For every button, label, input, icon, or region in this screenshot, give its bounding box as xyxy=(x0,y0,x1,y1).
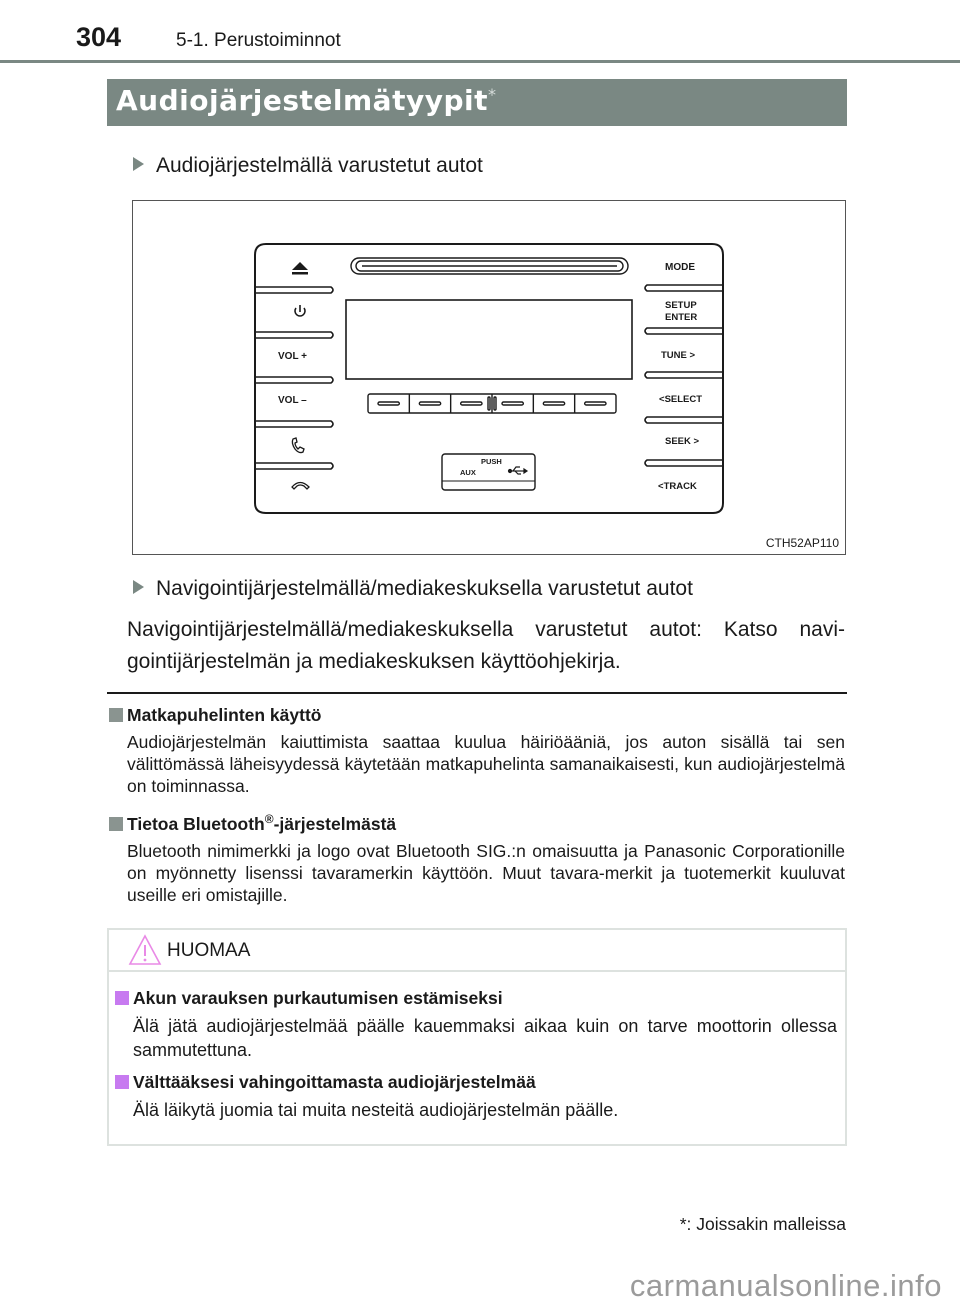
section-label: 5-1. Perustoiminnot xyxy=(176,30,341,51)
caution-item-heading-text: Akun varauksen purkautumisen estämiseksi xyxy=(133,988,503,1008)
push-label: PUSH xyxy=(481,457,502,466)
caution-item-heading xyxy=(115,1072,837,1093)
registered-mark: ® xyxy=(264,812,274,826)
track-button[interactable]: <TRACK xyxy=(658,481,697,492)
preset-button-6[interactable] xyxy=(585,402,606,405)
note-heading-suffix: -järjestelmästä xyxy=(273,813,397,834)
section-heading-audio xyxy=(133,154,483,178)
header-rule xyxy=(0,60,960,63)
caution-item xyxy=(115,1072,837,1122)
page-number: 304 xyxy=(76,22,122,52)
navigation-paragraph xyxy=(127,614,845,678)
audio-unit-illustration xyxy=(132,200,846,555)
caution-item-heading xyxy=(115,988,837,1009)
note-heading xyxy=(109,705,845,726)
caution-title: HUOMAA xyxy=(167,940,251,961)
preset-buttons xyxy=(368,394,616,413)
preset-button-3[interactable] xyxy=(461,402,482,405)
square-bullet-icon xyxy=(115,1075,129,1089)
vol-up-label[interactable]: VOL + xyxy=(278,351,308,362)
setup-label[interactable]: SETUP xyxy=(665,300,697,311)
usb-aux-port xyxy=(442,454,535,490)
caution-box xyxy=(107,928,847,1146)
section-heading-navigation xyxy=(133,577,693,601)
preset-button-5[interactable] xyxy=(543,402,564,405)
note-heading-prefix: Tietoa Bluetooth xyxy=(127,813,265,834)
note-heading-text: Matkapuhelinten käyttö xyxy=(127,705,322,725)
warning-triangle-icon xyxy=(128,934,162,966)
triangle-bullet-icon xyxy=(133,580,144,594)
display-screen xyxy=(346,300,632,379)
note-mobile-phones xyxy=(109,705,845,797)
footnote-text: : Joissakin malleissa xyxy=(686,1214,846,1234)
phone-icon xyxy=(292,438,304,453)
section-heading-navigation-text: Navigointijärjestelmällä/mediakeskuksella varustetut autot xyxy=(156,577,693,600)
preset-center-mark xyxy=(488,397,490,410)
note-body: Audiojärjestelmän kaiuttimista saattaa kuulua häiriöääniä, jos auton sisällä tai sen välittömässä läheisyydessä käytetään matkapuhelinta samanaikaisesti, kun audiojärjestelmä on toiminnassa. xyxy=(127,732,845,796)
navigation-paragraph-line1: Navigointijärjestelmällä/mediakeskuksella varustetut autot: Katso navi- xyxy=(127,618,845,641)
title-bar xyxy=(107,79,847,126)
vol-down-label[interactable]: VOL – xyxy=(278,395,307,406)
page-title-text: Audiojärjestelmätyypit xyxy=(116,84,488,117)
caution-item xyxy=(115,988,837,1062)
section-divider xyxy=(107,692,847,694)
tune-button[interactable]: TUNE > xyxy=(661,350,696,361)
hang-up-icon xyxy=(292,483,309,490)
audio-unit-figure xyxy=(132,200,846,555)
square-bullet-icon xyxy=(109,817,123,831)
title-asterisk: * xyxy=(488,85,497,104)
eject-icon xyxy=(292,262,308,275)
left-button-separators xyxy=(255,287,333,469)
footnote xyxy=(680,1214,846,1235)
triangle-bullet-icon xyxy=(133,157,144,171)
select-button[interactable]: <SELECT xyxy=(659,394,703,405)
square-bullet-icon xyxy=(115,991,129,1005)
aux-label: AUX xyxy=(460,468,476,477)
usb-icon xyxy=(509,467,528,474)
mode-button[interactable]: MODE xyxy=(665,262,695,273)
note-heading xyxy=(109,812,845,835)
footnote-marker: * xyxy=(679,1214,687,1234)
caution-item-body: Älä jätä audiojärjestelmää päälle kauemmaksi aikaa kuin on tarve moottorin ollessa sammutettuna. xyxy=(133,1016,837,1060)
preset-button-4[interactable] xyxy=(502,402,523,405)
seek-button[interactable]: SEEK > xyxy=(665,436,700,447)
caution-header xyxy=(109,930,845,972)
caution-item-body: Älä läikytä juomia tai muita nesteitä audiojärjestelmän päälle. xyxy=(133,1100,619,1120)
enter-label[interactable]: ENTER xyxy=(665,312,698,323)
square-bullet-icon xyxy=(109,708,123,722)
preset-button-1[interactable] xyxy=(378,402,399,405)
power-icon xyxy=(295,305,305,316)
cd-slot xyxy=(351,258,628,274)
figure-code: CTH52AP110 xyxy=(765,536,839,550)
preset-button-2[interactable] xyxy=(419,402,440,405)
watermark: carmanualsonline.info xyxy=(629,1268,942,1303)
note-bluetooth xyxy=(109,812,845,906)
page-title xyxy=(116,84,497,117)
preset-center-mark xyxy=(494,397,496,410)
navigation-paragraph-line2: gointijärjestelmän ja mediakeskuksen käyttöohjekirja. xyxy=(127,650,621,673)
caution-item-heading-text: Välttääksesi vahingoittamasta audiojärjestelmää xyxy=(133,1072,536,1092)
section-heading-audio-text: Audiojärjestelmällä varustetut autot xyxy=(156,154,483,177)
note-body: Bluetooth nimimerkki ja logo ovat Bluetooth SIG.:n omaisuutta ja Panasonic Corporationille on myönnetty lisenssi tavaramerkin käyttöön. Muut tavara-merkit ja tuotemerkit kuuluvat useille eri omistajille. xyxy=(127,840,845,905)
